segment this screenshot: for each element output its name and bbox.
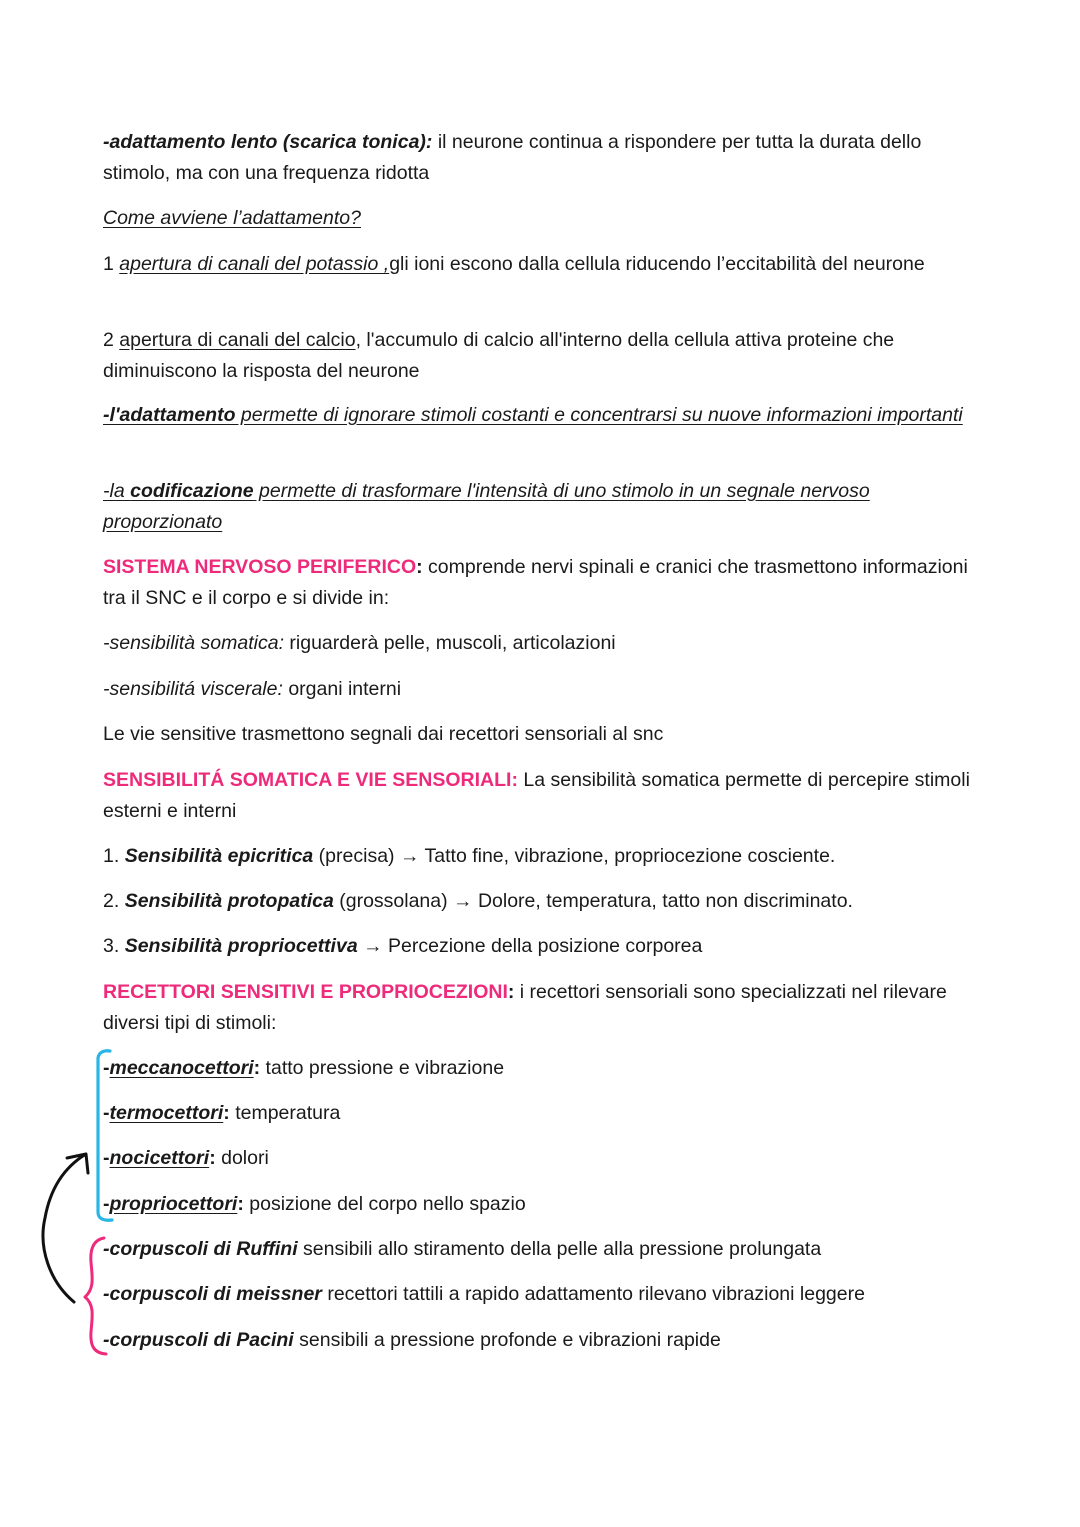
section-receptors: RECETTORI SENSITIVI E PROPRIOCEZIONI: i recettori sensoriali sono specializzati nel rilevare diversi tipi di stimoli: xyxy=(103,981,947,1034)
heading-receptors: RECETTORI SENSITIVI E PROPRIOCEZIONI xyxy=(103,981,508,1003)
question-adaptation: Come avviene l’adattamento? xyxy=(103,207,361,229)
paragraph-potassium: 1 apertura di canali del potassio ,gli ioni escono dalla cellula riducendo l’eccitabilità del neurone xyxy=(103,253,925,275)
receptor-item: -meccanocettori: tatto pressione e vibrazione xyxy=(103,1057,505,1079)
section-somatic-sensitivity: SENSIBILITÁ SOMATICA E VIE SENSORIALI: La sensibilità somatica permette di percepire stimoli esterni e interni xyxy=(103,769,970,822)
corpuscle-item: -corpuscoli di meissner recettori tattili a rapido adattamento rilevano vibrazioni leggere xyxy=(103,1283,865,1305)
item-somatic-sensitivity: -sensibilità somatica: riguarderà pelle, muscoli, articolazioni xyxy=(103,632,616,654)
corpuscle-item: -corpuscoli di Ruffini sensibili allo stiramento della pelle alla pressione prolungata xyxy=(103,1238,822,1260)
heading-snp: SISTEMA NERVOSO PERIFERICO xyxy=(103,556,417,578)
paragraph-sensory-pathways: Le vie sensitive trasmettono segnali dai recettori sensoriali al snc xyxy=(103,723,664,745)
list-item: 3. Sensibilità propriocettiva → Percezione della posizione corporea xyxy=(103,935,703,957)
section-peripheral-nervous-system: SISTEMA NERVOSO PERIFERICO: comprende nervi spinali e cranici che trasmettono informazioni tra il SNC e il corpo e si divide in: xyxy=(103,556,968,609)
paragraph-adaptation-summary: -l'adattamento permette di ignorare stimoli costanti e concentrarsi su nuove informazioni importanti xyxy=(103,404,963,426)
paragraph-calcium: 2 apertura di canali del calcio, l'accumulo di calcio all'interno della cellula attiva proteine che diminuiscono la risposta del neurone xyxy=(103,329,895,382)
list-item: 2. Sensibilità protopatica (grossolana) → Dolore, temperatura, tatto non discriminato. xyxy=(103,890,853,912)
receptor-item: -propriocettori: posizione del corpo nello spazio xyxy=(103,1193,526,1215)
paragraph-slow-adaptation: -adattamento lento (scarica tonica): il neurone continua a rispondere per tutta la durata dello stimolo, ma con una frequenza ridotta xyxy=(103,131,922,184)
list-item: 1. Sensibilità epicritica (precisa) → Tatto fine, vibrazione, propriocezione cosciente. xyxy=(103,845,836,867)
paragraph-coding-summary: -la codificazione permette di trasformare l'intensità di uno stimolo in un segnale nervoso proporzionato xyxy=(103,480,870,533)
term-adattamento-lento: adattamento lento (scarica tonica): xyxy=(109,131,433,153)
receptor-item: -termocettori: temperatura xyxy=(103,1102,341,1124)
item-visceral-sensitivity: -sensibilitá viscerale: organi interni xyxy=(103,678,402,700)
curved-arrow-icon xyxy=(43,1154,88,1302)
heading-somatic: SENSIBILITÁ SOMATICA E VIE SENSORIALI: xyxy=(103,769,518,791)
receptor-item: -nocicettori: dolori xyxy=(103,1147,269,1169)
corpuscle-item: -corpuscoli di Pacini sensibili a pressione profonde e vibrazioni rapide xyxy=(103,1329,721,1351)
